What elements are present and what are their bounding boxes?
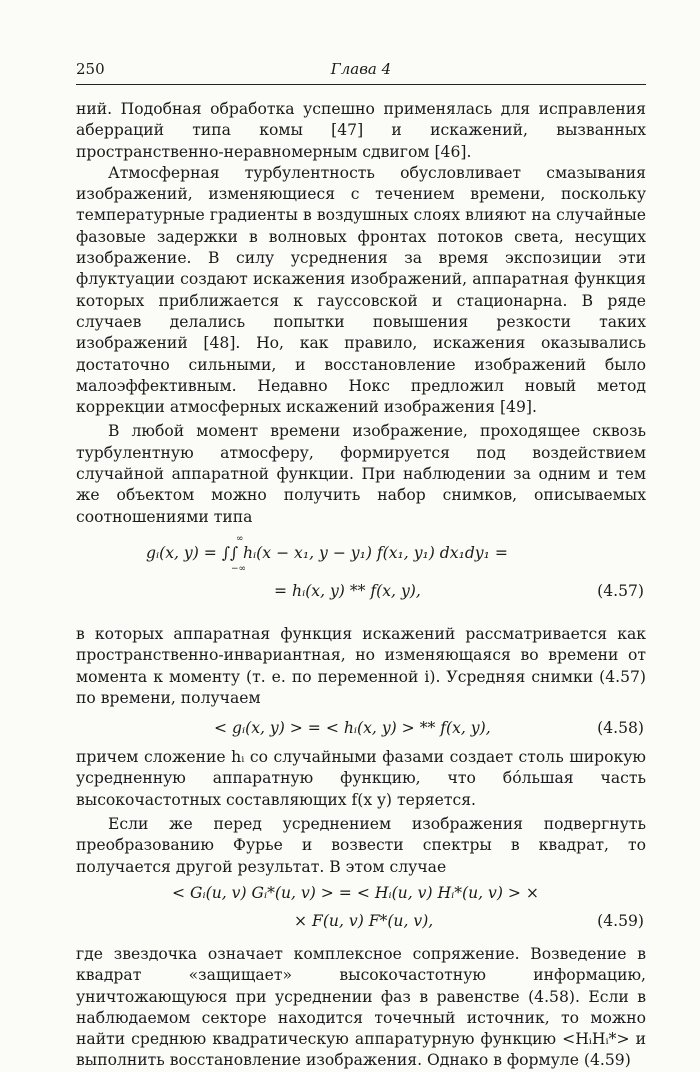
chapter-title: Глава 4 (330, 60, 392, 78)
eq-4-57-line1-text: gᵢ(x, y) = ∫∫ hᵢ(x − x₁, y − y₁) f(x₁, y₁) dx₁dy₁ = (146, 543, 508, 562)
equation-4-57 (76, 534, 646, 624)
paragraph-6: Если же перед усреднением изображения подвергнуть преобразованию Фурье и возвести спектры в квадрат, то получается другой результат. В этом случае (76, 815, 646, 876)
eq-4-57-upper-limit: ∞ (236, 533, 244, 544)
page-number: 250 (76, 60, 105, 78)
eq-4-58-text: < gᵢ(x, y) > = < hᵢ(x, y) > ** f(x, y), (214, 719, 491, 738)
page-header (76, 60, 646, 82)
paragraph-5: причем сложение hᵢ со случайными фазами создает столь широкую усредненную аппаратную функцию, что бо́льшая часть высокочастотных составляющих f(x y) теряется. (76, 748, 646, 809)
eq-4-57-number: (4.57) (597, 581, 644, 600)
eq-4-59-line2: × F(u, v) F*(u, v), (294, 911, 434, 930)
eq-4-59-line1: < Gᵢ(u, v) Gᵢ*(u, v) > = < Hᵢ(u, v) Hᵢ*(u, v) > × (172, 883, 539, 902)
eq-4-59-number: (4.59) (597, 911, 644, 930)
paragraph-1: ний. Подобная обработка успешно применялась для исправления аберраций типа комы [47] и искажений, вызванных пространственно-неравномерным сдвигом [46]. (76, 100, 646, 161)
paragraph-7: где звездочка означает комплексное сопряжение. Возведение в квадрат «защищает» высокочастотную информацию, уничтожающуюся при усреднении фаз в равенстве (4.58). Если в наблюдаемом секторе находится точечный источник, то можно найти среднюю квадратическую аппаратурную функцию <HᵢHᵢ*> и выполнить восстановление изображения. Однако в формуле (4.59) (76, 944, 646, 1070)
eq-4-57-lower-limit: −∞ (231, 563, 247, 574)
eq-4-57-line2: = hᵢ(x, y) ** f(x, y), (274, 581, 421, 600)
equation-4-59 (76, 880, 646, 940)
paragraph-3: В любой момент времени изображение, проходящее сквозь турбулентную атмосферу, формируется под воздействием случайной аппаратной функции. При наблюдении за одним и тем же объектом можно получить набор снимков, описываемых соотношениями типа (76, 422, 646, 526)
eq-4-58-number: (4.58) (597, 719, 644, 738)
paragraph-4: в которых аппаратная функция искажений рассматривается как пространственно-инвариантная, но изменяющаяся во времени от момента к моменту (т. е. по переменной i). Усредняя снимки (4.57) по времени, получаем (76, 624, 646, 707)
page (76, 60, 646, 1072)
header-rule (76, 84, 646, 85)
equation-4-58 (76, 713, 646, 747)
paragraph-2: Атмосферная турбулентность обусловливает смазывания изображений, изменяющиеся с течением времени, поскольку температурные градиенты в воздушных слоях влияют на случайные фазовые задержки в волновых фронтах потоков света, несущих изображение. В силу усреднения за время экспозиции эти флуктуации создают искажения изображений, аппаратная функция которых приближается к гауссовской и стационарна. В ряде случаев делались попытки повышения резкости таких изображений [48]. Но, как правило, искажения оказывались достаточно сильными, и восстановление изображений было малоэффективным. Недавно Нокс предложил новый метод коррекции атмосферных искажений изображения [49]. (76, 163, 646, 417)
eq-4-57-line1 (146, 544, 508, 562)
